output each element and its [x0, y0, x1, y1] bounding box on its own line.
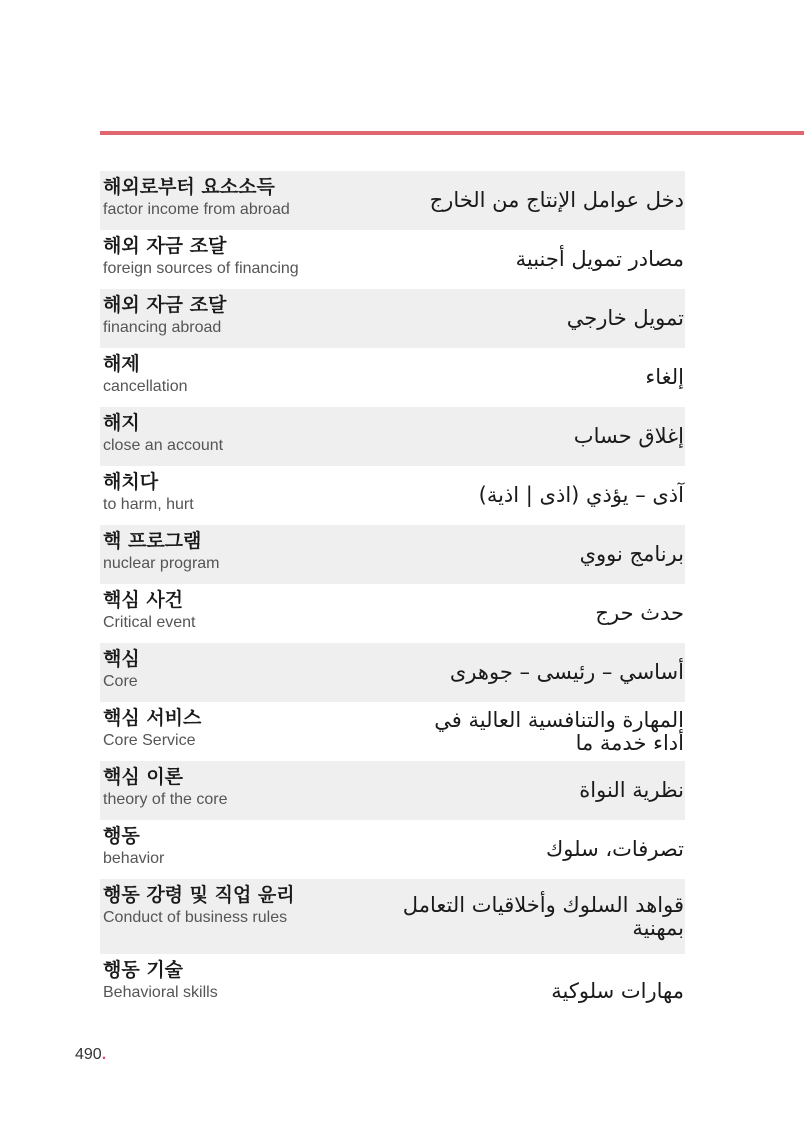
entry-terms: [100, 230, 400, 289]
glossary-entry: [100, 230, 685, 289]
entry-translation: [400, 954, 685, 1029]
page-number-dot: .: [101, 1046, 107, 1063]
korean-term: 행동 기술: [103, 959, 184, 981]
entry-terms: [100, 761, 400, 820]
entry-terms: [100, 584, 400, 643]
entry-terms: [100, 466, 400, 525]
entry-translation: [400, 407, 685, 466]
entry-translation: [400, 643, 685, 702]
entry-terms: [100, 289, 400, 348]
header-accent-rule: [100, 131, 804, 135]
arabic-term: أساسي – رئيسى – جوهرى: [449, 660, 684, 684]
entry-terms: [100, 171, 400, 230]
entry-terms: [100, 348, 400, 407]
english-term: Behavioral skills: [103, 984, 218, 1001]
glossary-entry: [100, 643, 685, 702]
glossary-entry: [100, 820, 685, 879]
page-number: [75, 1046, 106, 1064]
arabic-term: برنامج نووي: [579, 542, 684, 566]
english-term: close an account: [103, 437, 224, 454]
english-term: cancellation: [103, 378, 188, 395]
glossary-list: [100, 171, 685, 1029]
korean-term: 행동 강령 및 직업 윤리: [103, 884, 295, 906]
english-term: Core: [103, 673, 138, 690]
korean-term: 해치다: [103, 471, 159, 493]
entry-translation: [400, 702, 685, 761]
entry-terms: [100, 879, 400, 954]
entry-terms: [100, 407, 400, 466]
english-term: Core Service: [103, 732, 196, 749]
korean-term: 핵 프로그램: [103, 530, 202, 552]
korean-term: 해외 자금 조달: [103, 235, 227, 257]
arabic-term: قواهد السلوك وأخلاقيات التعامل بمهنية: [402, 892, 684, 940]
entry-terms: [100, 820, 400, 879]
arabic-term: إغلاق حساب: [573, 424, 684, 448]
entry-terms: [100, 643, 400, 702]
glossary-entry: [100, 584, 685, 643]
english-term: factor income from abroad: [103, 201, 290, 218]
entry-translation: [400, 466, 685, 525]
korean-term: 해제: [103, 353, 140, 375]
korean-term: 해외 자금 조달: [103, 294, 227, 316]
korean-term: 행동: [103, 825, 140, 847]
arabic-term: نظرية النواة: [579, 778, 684, 802]
entry-translation: [400, 761, 685, 820]
arabic-term: تصرفات، سلوك: [545, 837, 684, 861]
glossary-entry: [100, 702, 685, 761]
korean-term: 해외로부터 요소소득: [103, 176, 275, 198]
english-term: theory of the core: [103, 791, 228, 808]
english-term: financing abroad: [103, 319, 222, 336]
english-term: Critical event: [103, 614, 196, 631]
korean-term: 핵심 사건: [103, 589, 184, 611]
glossary-entry: [100, 348, 685, 407]
arabic-term: مصادر تمويل أجنبية: [515, 247, 684, 271]
entry-translation: [400, 348, 685, 407]
korean-term: 핵심 이론: [103, 766, 184, 788]
entry-translation: [400, 230, 685, 289]
glossary-entry: [100, 407, 685, 466]
entry-translation: [400, 584, 685, 643]
arabic-term: تمويل خارجي: [566, 306, 684, 330]
glossary-entry: [100, 761, 685, 820]
glossary-entry: [100, 879, 685, 954]
korean-term: 해지: [103, 412, 140, 434]
arabic-term: مهارات سلوكية: [551, 979, 684, 1003]
entry-terms: [100, 525, 400, 584]
glossary-entry: [100, 954, 685, 1029]
glossary-entry: [100, 171, 685, 230]
glossary-entry: [100, 289, 685, 348]
arabic-term: المهارة والتنافسية العالية في أداء خدمة ما: [434, 707, 684, 755]
english-term: Conduct of business rules: [103, 909, 288, 926]
arabic-term: إلغاء: [645, 365, 684, 389]
entry-terms: [100, 954, 400, 1029]
english-term: foreign sources of financing: [103, 260, 299, 277]
arabic-term: دخل عوامل الإنتاج من الخارج: [429, 188, 684, 212]
glossary-entry: [100, 466, 685, 525]
korean-term: 핵심: [103, 648, 140, 670]
entry-translation: [400, 289, 685, 348]
english-term: nuclear program: [103, 555, 220, 572]
korean-term: 핵심 서비스: [103, 707, 202, 729]
english-term: to harm, hurt: [103, 496, 194, 513]
entry-translation: [400, 820, 685, 879]
arabic-term: حدث حرج: [595, 601, 684, 625]
english-term: behavior: [103, 850, 165, 867]
entry-translation: [400, 525, 685, 584]
entry-translation: [400, 879, 685, 954]
page-number-value: 490: [75, 1046, 102, 1063]
entry-translation: [400, 171, 685, 230]
glossary-entry: [100, 525, 685, 584]
entry-terms: [100, 702, 400, 761]
arabic-term: آذى – يؤذي (اذى | اذية): [478, 483, 684, 507]
